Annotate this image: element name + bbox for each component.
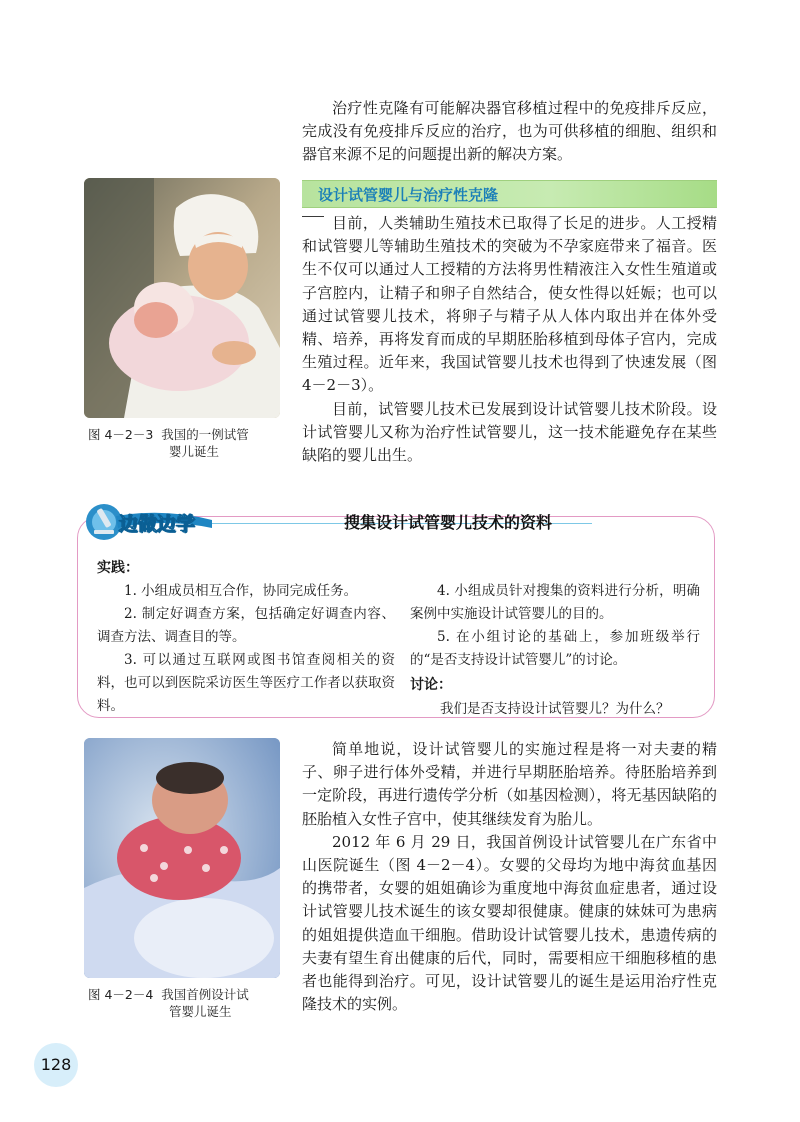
lower-paragraph-1: 简单地说，设计试管婴儿的实施过程是将一对夫妻的精子、卵子进行体外受精，并进行早期胚胎培养。待胚胎培养到一定阶段，再进行遗传学分析（如基因检测），将无基因缺陷的胚胎植入女性子宫中，使其继续发育为胎儿。: [302, 740, 717, 828]
activity-steps-left: [97, 580, 395, 718]
practice-label: 实践：: [97, 560, 139, 576]
section-title: 设计试管婴儿与治疗性克隆: [318, 186, 499, 204]
photo-nurse-with-baby: [84, 178, 280, 418]
figure-2-caption: [88, 986, 249, 1020]
activity-step-5: 5. 在小组讨论的基础上，参加班级举行的“是否支持设计试管婴儿”的讨论。: [410, 629, 700, 668]
figure-1-caption: [88, 426, 249, 460]
intro-paragraph: 治疗性克隆有可能解决器官移植过程中的免疫排斥反应，完成没有免疫排斥反应的治疗，也为可供移植的细胞、组织和器官来源不足的问题提出新的解决方案。: [302, 99, 717, 164]
activity-step-3: 3. 可以通过互联网或图书馆查阅相关的资料，也可以到医院采访医生等医疗工作者以获取资料。: [97, 652, 395, 714]
activity-badge: 边做边学: [119, 513, 196, 535]
section-body: [302, 212, 717, 467]
activity-step-2: 2. 制定好调查方案，包括确定好调查内容、调查方法、调查目的等。: [97, 606, 395, 645]
section-header-bar: [302, 180, 717, 208]
figure-1-caption-line2: 婴儿诞生: [169, 444, 220, 459]
activity-step-4: 4. 小组成员针对搜集的资料进行分析，明确案例中实施设计试管婴儿的目的。: [410, 583, 700, 622]
discussion-question: 我们是否支持设计试管婴儿？为什么？: [440, 701, 670, 717]
activity-title: 搜集设计试管婴儿技术的资料: [344, 513, 553, 532]
page-number: 128: [34, 1043, 78, 1087]
figure-2-caption-line1: 我国首例设计试: [161, 987, 249, 1002]
newborn-illustration: [84, 738, 280, 978]
figure-2-caption-line2: 管婴儿诞生: [169, 1004, 232, 1019]
lower-paragraph-2: 2012 年 6 月 29 日，我国首例设计试管婴儿在广东省中山医院诞生（图 4－2－4）。女婴的父母均为地中海贫血基因的携带者，女婴的姐姐确诊为重度地中海贫血症患者，通过设计试管婴儿技术诞生的该女婴却很健康。健康的妹妹可为患病的姐姐提供造血干细胞。借助设计试管婴儿技术，患遗传病的夫妻有望生育出健康的后代，同时，需要相应干细胞移植的患者也能得到治疗。可见，设计试管婴儿的诞生是运用治疗性克隆技术的实例。: [302, 832, 717, 1014]
figure-1-number: 图 4－2－3: [88, 427, 154, 442]
section-paragraph-2: 目前，试管婴儿技术已发展到设计试管婴儿技术阶段。设计试管婴儿又称为治疗性试管婴儿，这一技术能避免存在某些缺陷的婴儿出生。: [302, 399, 717, 465]
figure-1-caption-line1: 我国的一例试管: [161, 427, 249, 442]
section-paragraph-1: 目前，人类辅助生殖技术已取得了长足的进步。人工授精和试管婴儿等辅助生殖技术的突破为不孕家庭带来了福音。医生不仅可以通过人工授精的方法将男性精液注入女性生殖道或子宫腔内，让精子和卵子自然结合，使女性得以妊娠；也可以通过试管婴儿技术，将卵子与精子从人体内取出并在体外受精、培养，再将发育而成的早期胚胎移植到母体子宫内，完成生殖过程。近年来，我国试管婴儿技术也得到了快速发展（图 4－2－3）。: [302, 214, 717, 395]
photo-newborn: [84, 738, 280, 978]
activity-step-1: 1. 小组成员相互合作，协同完成任务。: [124, 583, 358, 599]
discussion-label: 讨论：: [410, 677, 452, 693]
lower-body: [302, 738, 717, 1016]
figure-2-number: 图 4－2－4: [88, 987, 154, 1002]
activity-steps-right: [410, 580, 700, 672]
nurse-baby-illustration: [84, 178, 280, 418]
